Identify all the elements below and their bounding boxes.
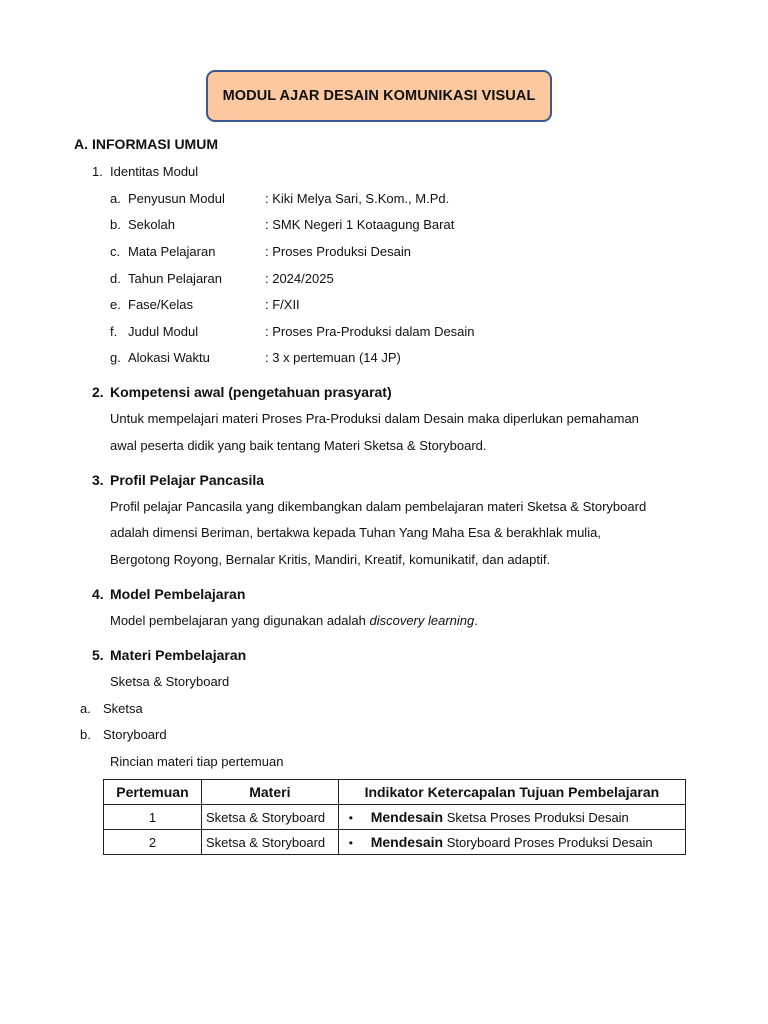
header-materi: Materi <box>201 780 338 805</box>
item-label: Tahun Pelajaran <box>128 271 222 286</box>
profil-line: Profil pelajar Pancasila yang dikembangkan dalam pembelajaran materi Sketsa & Storyboard <box>110 499 647 514</box>
model-text-end: . <box>474 613 478 628</box>
profil-line: Bergotong Royong, Bernalar Kritis, Mandiri, Kreatif, komunikatif, dan adaptif. <box>110 552 551 567</box>
item-letter: a. <box>110 191 121 206</box>
materi-number: 5. <box>92 647 104 663</box>
model-text <box>110 613 478 628</box>
cell-indikator <box>338 830 685 855</box>
item-label: Judul Modul <box>128 324 199 339</box>
materi-intro: Sketsa & Storyboard <box>110 674 230 689</box>
item-label: Mata Pelajaran <box>128 244 216 259</box>
item-letter: d. <box>110 271 121 286</box>
header-indikator: Indikator Ketercapalan Tujuan Pembelajaran <box>338 780 685 805</box>
indikator-verb: Mendesain <box>370 834 444 850</box>
item-letter: f. <box>110 324 118 339</box>
item-value: : Kiki Melya Sari, S.Kom., M.Pd. <box>265 191 450 206</box>
rincian-label: Rincian materi tiap pertemuan <box>110 754 284 769</box>
item-label: Alokasi Waktu <box>128 350 210 365</box>
section-a-label: A. <box>74 136 88 152</box>
item-label: Sekolah <box>128 217 175 232</box>
header-pertemuan: Pertemuan <box>104 780 202 805</box>
materi-heading: Materi Pembelajaran <box>110 647 247 663</box>
materi-table <box>103 779 686 855</box>
item-value: : F/XII <box>265 297 300 312</box>
item-value: : 2024/2025 <box>265 271 334 286</box>
model-text-start: Model pembelajaran yang digunakan adalah <box>110 613 370 628</box>
kompetensi-line: awal peserta didik yang baik tentang Materi Sketsa & Storyboard. <box>110 438 487 453</box>
cell-pertemuan: 1 <box>104 805 202 830</box>
item-value: : Proses Produksi Desain <box>265 244 411 259</box>
table-header-row <box>104 780 686 805</box>
materi-list-item: Storyboard <box>103 727 167 742</box>
document-title: MODUL AJAR DESAIN KOMUNIKASI VISUAL <box>206 70 552 122</box>
model-text-italic: discovery learning <box>369 613 475 628</box>
materi-list-letter: a. <box>80 701 91 716</box>
model-heading: Model Pembelajaran <box>110 586 246 602</box>
model-number: 4. <box>92 586 104 602</box>
item-letter: c. <box>110 244 121 259</box>
item-value: : SMK Negeri 1 Kotaagung Barat <box>265 217 455 232</box>
table-row <box>104 830 686 855</box>
item-letter: b. <box>110 217 121 232</box>
profil-number: 3. <box>92 472 104 488</box>
item-label: Penyusun Modul <box>128 191 225 206</box>
materi-list-letter: b. <box>80 727 91 742</box>
kompetensi-heading: Kompetensi awal (pengetahuan prasyarat) <box>110 384 392 400</box>
item-value: : 3 x pertemuan (14 JP) <box>265 350 401 365</box>
item-value: : Proses Pra-Produksi dalam Desain <box>265 324 475 339</box>
cell-materi: Sketsa & Storyboard <box>201 805 338 830</box>
indikator-text: Storyboard Proses Produksi Desain <box>443 835 653 850</box>
table-row <box>104 805 686 830</box>
kompetensi-number: 2. <box>92 384 104 400</box>
identitas-number: 1. <box>92 164 103 179</box>
item-letter: e. <box>110 297 121 312</box>
indikator-verb: Mendesain <box>370 809 444 825</box>
kompetensi-line: Untuk mempelajari materi Proses Pra-Produksi dalam Desain maka diperlukan pemahaman <box>110 411 639 426</box>
bullet-icon: • <box>348 811 353 825</box>
profil-heading: Profil Pelajar Pancasila <box>110 472 265 488</box>
item-label: Fase/Kelas <box>128 297 194 312</box>
cell-indikator <box>338 805 685 830</box>
section-a-heading: INFORMASI UMUM <box>92 136 218 152</box>
identitas-heading: Identitas Modul <box>110 164 199 179</box>
materi-list-item: Sketsa <box>103 701 143 716</box>
bullet-icon: • <box>348 836 353 850</box>
cell-materi: Sketsa & Storyboard <box>201 830 338 855</box>
profil-line: adalah dimensi Beriman, bertakwa kepada Tuhan Yang Maha Esa & berakhlak mulia, <box>110 525 601 540</box>
indikator-text: Sketsa Proses Produksi Desain <box>443 810 629 825</box>
cell-pertemuan: 2 <box>104 830 202 855</box>
item-letter: g. <box>110 350 121 365</box>
